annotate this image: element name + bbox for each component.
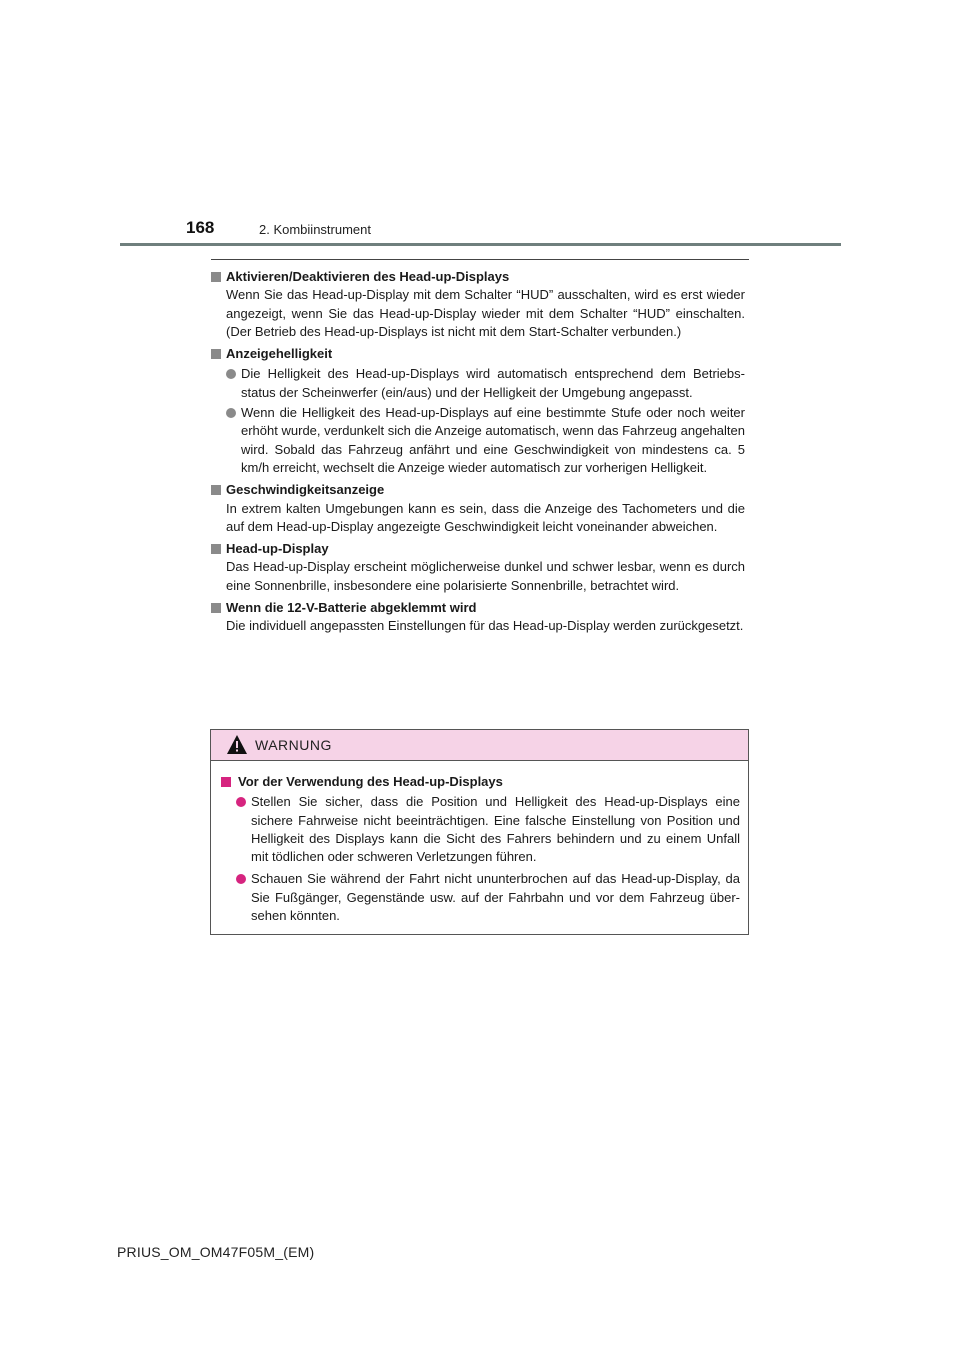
warning-header (211, 730, 748, 761)
warning-box (210, 729, 749, 935)
square-bullet-icon (211, 349, 221, 359)
list-item-text: Stellen Sie sicher, dass die Position und Helligkeit des Head-up-Displays eine sichere Fahrweise nicht beeinträchtigen. Eine falsche Einstellung von Position und Helligkeit des Displays kann die Sicht des Fahrers behindern und zu einem Unfall mit tödlichen oder schweren Verletzungen führen. (251, 794, 740, 865)
square-bullet-icon (211, 603, 221, 613)
list-item (221, 793, 740, 866)
section-text: Die individuell angepassten Einstellungen für das Head-up-Display werden zurückgesetzt. (226, 618, 744, 634)
main-content (211, 268, 745, 640)
square-bullet-icon (211, 272, 221, 282)
section-activate (211, 268, 745, 341)
section-title-text: Geschwindigkeitsanzeige (226, 482, 385, 498)
square-bullet-icon (211, 544, 221, 554)
page-number: 168 (186, 218, 215, 237)
section-title (211, 599, 745, 617)
circle-bullet-icon (226, 408, 236, 418)
header-rule (120, 243, 841, 246)
section-brightness (211, 345, 745, 477)
section-title-text: Aktivieren/Deaktivieren des Head-up-Displays (226, 269, 510, 284)
section-divider (211, 259, 749, 260)
section-title (211, 540, 745, 558)
warning-label: WARNUNG (255, 737, 332, 753)
warning-triangle-icon (227, 735, 247, 754)
section-title (211, 268, 745, 286)
list-item-text: Schauen Sie während der Fahrt nicht ununterbrochen auf das Head-up-Display, da Sie Fußgänger, Gegenstände usw. auf der Fahrbahn und vor dem Fahrzeug übersehen könnten. (251, 871, 740, 924)
section-title (211, 345, 745, 363)
section-text: In extrem kalten Umgebungen kann es sein, dass die Anzeige des Tachometers und die auf dem Head-up-Display angezeigte Geschwindigkeit leicht voneinander abweichen. (226, 500, 745, 534)
warning-body (211, 761, 748, 925)
list-item (211, 365, 745, 402)
list-item (221, 870, 740, 925)
list-item (211, 404, 745, 477)
section-title (211, 481, 745, 499)
footer-code: PRIUS_OM_OM47F05M_(EM) (117, 1244, 315, 1260)
list-item-text: Wenn die Helligkeit des Head-up-Displays auf eine bestimmte Stufe oder noch weiter erhöht wurde, verdunkelt sich die Anzeige automatisch, wenn das Fahrzeug angehalten wird. Sobald das Fahrzeug anfährt und eine Geschwindigkeit von mindestens ca. 5 km/h erreicht, wechselt die Anzeige wieder automatisch zur vorherigen Helligkeit. (241, 405, 745, 475)
section-text: Das Head-up-Display erscheint möglicherweise dunkel und schwer lesbar, wenn es durch eine Sonnenbrille, insbesondere eine polarisierte Sonnenbrille, betrachtet wird. (226, 559, 745, 593)
circle-bullet-icon (236, 874, 246, 884)
section-title-text: Anzeigehelligkeit (226, 346, 333, 362)
square-bullet-icon (211, 485, 221, 495)
section-speed (211, 481, 745, 536)
section-title-text: Wenn die 12-V-Batterie abgeklemmt wird (226, 600, 477, 616)
section-text: Wenn Sie das Head-up-Display mit dem Schalter “HUD” ausschalten, wird es erst wieder angezeigt, wenn Sie das Head-up-Display wieder mit dem Schalter “HUD” einschalten. (Der Betrieb des Head-up-Displays ist nicht mit dem Start-Schalter verbunden.) (226, 287, 745, 339)
square-bullet-icon (221, 777, 231, 787)
warning-title (221, 773, 740, 791)
list-item-text: Die Helligkeit des Head-up-Displays wird automatisch entsprechend dem Betriebsstatus der Scheinwerfer (ein/aus) und der Helligkeit der Umgebung angepasst. (241, 366, 745, 400)
warning-title-text: Vor der Verwendung des Head-up-Displays (238, 774, 503, 789)
circle-bullet-icon (236, 797, 246, 807)
chapter-title: 2. Kombiinstrument (259, 222, 371, 237)
circle-bullet-icon (226, 369, 236, 379)
section-hud (211, 540, 745, 595)
section-battery (211, 599, 745, 636)
section-title-text: Head-up-Display (226, 541, 329, 557)
